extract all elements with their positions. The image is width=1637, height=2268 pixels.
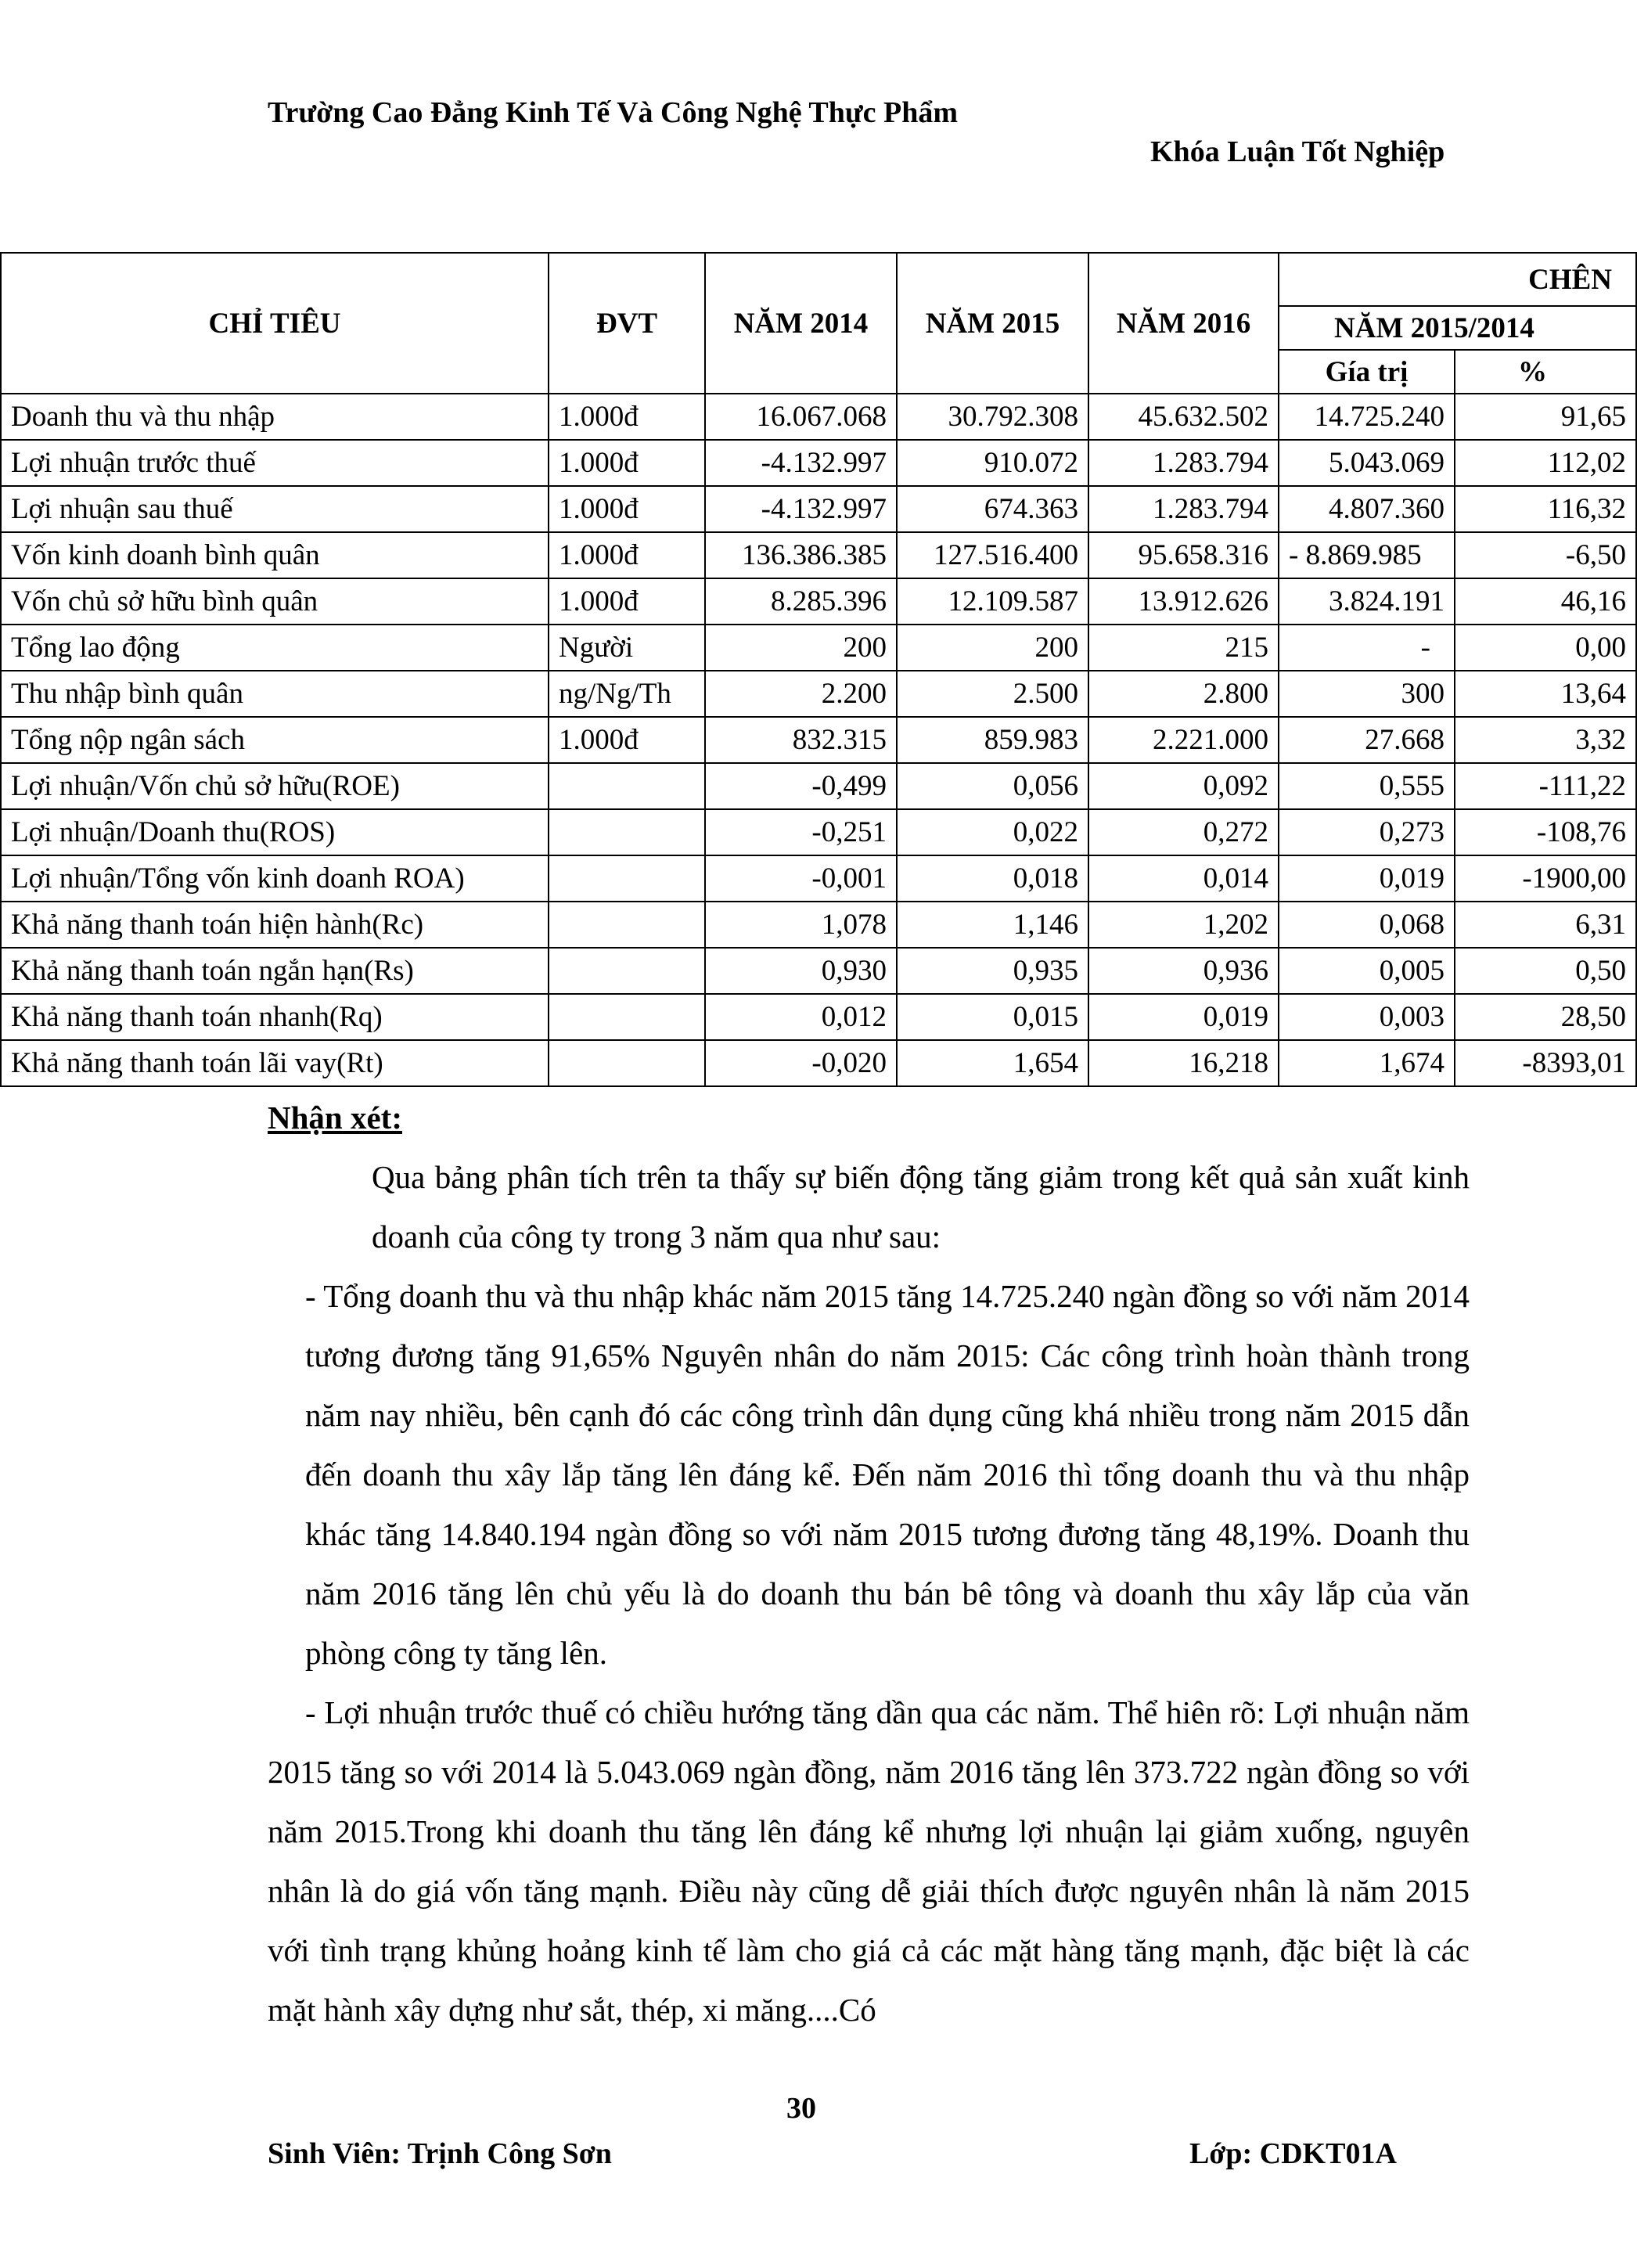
cell-year-2016: 13.912.626 xyxy=(1088,578,1279,625)
cell-year-2014: 136.386.385 xyxy=(705,532,897,578)
table-row xyxy=(1,717,1636,763)
header-year-2014: NĂM 2014 xyxy=(705,253,897,394)
table-row xyxy=(1,578,1636,625)
cell-unit: 1.000đ xyxy=(549,717,705,763)
cell-difference-percent: 6,31 xyxy=(1455,902,1636,948)
cell-difference-percent: -108,76 xyxy=(1455,809,1636,855)
cell-difference-percent: 0,00 xyxy=(1455,625,1636,671)
cell-difference-percent: 13,64 xyxy=(1455,671,1636,717)
cell-difference-value: 5.043.069 xyxy=(1279,440,1455,486)
financial-indicators-table xyxy=(0,252,1637,1087)
cell-difference-value: 0,273 xyxy=(1279,809,1455,855)
cell-difference-value: - 8.869.985 xyxy=(1279,532,1455,578)
header-difference-group: CHÊN xyxy=(1279,253,1636,306)
cell-year-2014: -4.132.997 xyxy=(705,440,897,486)
cell-year-2016: 2.800 xyxy=(1088,671,1279,717)
cell-unit: 1.000đ xyxy=(549,394,705,440)
cell-unit: 1.000đ xyxy=(549,532,705,578)
cell-year-2014: 200 xyxy=(705,625,897,671)
cell-criteria: Vốn chủ sở hữu bình quân xyxy=(1,578,549,625)
cell-difference-percent: 28,50 xyxy=(1455,994,1636,1040)
cell-year-2014: 0,012 xyxy=(705,994,897,1040)
cell-difference-value: 3.824.191 xyxy=(1279,578,1455,625)
cell-unit xyxy=(549,1040,705,1086)
comments-paragraph-profit: - Lợi nhuận trước thuế có chiều hướng tăng dần qua các năm. Thể hiên rõ: Lợi nhuận năm 2015 tăng so với 2014 là 5.043.069 ngàn đồng, năm 2016 tăng lên 373.722 ngàn đồng so với năm 2015.Trong khi doanh thu tăng lên đáng kể nhưng lợi nhuận lại giảm xuống, nguyên nhân là do giá vốn tăng mạnh. Điều này cũng dễ giải thích được nguyên nhân là năm 2015 với tình trạng khủng hoảng kinh tế làm cho giá cả các mặt hàng tăng mạnh, đặc biệt là các mặt hành xây dựng như sắt, thép, xi măng....Có xyxy=(268,1694,1470,2028)
cell-year-2015: 1,654 xyxy=(897,1040,1088,1086)
cell-year-2015: 1,146 xyxy=(897,902,1088,948)
table-row xyxy=(1,948,1636,994)
cell-difference-percent: 3,32 xyxy=(1455,717,1636,763)
cell-difference-value: 0,003 xyxy=(1279,994,1455,1040)
cell-year-2016: 2.221.000 xyxy=(1088,717,1279,763)
cell-difference-value: 0,555 xyxy=(1279,763,1455,809)
cell-year-2014: 0,930 xyxy=(705,948,897,994)
cell-year-2016: 215 xyxy=(1088,625,1279,671)
cell-difference-value: 14.725.240 xyxy=(1279,394,1455,440)
cell-year-2016: 45.632.502 xyxy=(1088,394,1279,440)
page-number: 30 xyxy=(786,2092,816,2125)
header-difference-period: NĂM 2015/2014 xyxy=(1279,306,1636,350)
class-code: Lớp: CDKT01A xyxy=(1189,2137,1397,2170)
table-row xyxy=(1,440,1636,486)
cell-year-2016: 0,092 xyxy=(1088,763,1279,809)
comments-intro: Qua bảng phân tích trên ta thấy sự biến động tăng giảm trong kết quả sản xuất kinh doanh của công ty trong 3 năm qua như sau: xyxy=(372,1159,1470,1255)
cell-difference-value: 27.668 xyxy=(1279,717,1455,763)
cell-year-2014: 2.200 xyxy=(705,671,897,717)
cell-year-2014: 1,078 xyxy=(705,902,897,948)
cell-year-2016: 0,272 xyxy=(1088,809,1279,855)
cell-year-2015: 12.109.587 xyxy=(897,578,1088,625)
cell-year-2016: 1,202 xyxy=(1088,902,1279,948)
cell-difference-value: - xyxy=(1279,625,1455,671)
comments-paragraph-revenue: - Tổng doanh thu và thu nhập khác năm 2015 tăng 14.725.240 ngàn đồng so với năm 2014 tương đương tăng 91,65% Nguyên nhân do năm 2015: Các công trình hoàn thành trong năm nay nhiều, bên cạnh đó các công trình dân dụng cũng khá nhiều trong năm 2015 dẫn đến doanh thu xây lắp tăng lên đáng kể. Đến năm 2016 thì tổng doanh thu và thu nhập khác tăng 14.840.194 ngàn đồng so với năm 2015 tương đương tăng 48,19%. Doanh thu năm 2016 tăng lên chủ yếu là do doanh thu bán bê tông và doanh thu xây lắp của văn phòng công ty tăng lên. xyxy=(305,1278,1470,1671)
cell-difference-percent: 46,16 xyxy=(1455,578,1636,625)
school-name: Trường Cao Đẳng Kinh Tế Và Công Nghệ Thực Phẩm xyxy=(268,96,959,129)
cell-unit: ng/Ng/Th xyxy=(549,671,705,717)
cell-difference-percent: 91,65 xyxy=(1455,394,1636,440)
cell-difference-value: 1,674 xyxy=(1279,1040,1455,1086)
cell-criteria: Lợi nhuận/Vốn chủ sở hữu(ROE) xyxy=(1,763,549,809)
cell-year-2014: -4.132.997 xyxy=(705,486,897,532)
cell-year-2015: 859.983 xyxy=(897,717,1088,763)
cell-year-2015: 2.500 xyxy=(897,671,1088,717)
cell-year-2015: 0,056 xyxy=(897,763,1088,809)
cell-unit: Người xyxy=(549,625,705,671)
cell-year-2015: 30.792.308 xyxy=(897,394,1088,440)
header-difference-percent: % xyxy=(1455,350,1636,394)
document-type: Khóa Luận Tốt Nghiệp xyxy=(1150,135,1445,168)
cell-year-2016: 0,014 xyxy=(1088,855,1279,902)
table-row xyxy=(1,902,1636,948)
cell-year-2016: 1.283.794 xyxy=(1088,486,1279,532)
header-year-2016: NĂM 2016 xyxy=(1088,253,1279,394)
table-row xyxy=(1,394,1636,440)
cell-unit xyxy=(549,902,705,948)
cell-difference-percent: -6,50 xyxy=(1455,532,1636,578)
cell-difference-percent: 112,02 xyxy=(1455,440,1636,486)
cell-year-2015: 0,015 xyxy=(897,994,1088,1040)
cell-difference-value: 0,068 xyxy=(1279,902,1455,948)
cell-unit xyxy=(549,994,705,1040)
cell-year-2016: 0,936 xyxy=(1088,948,1279,994)
cell-criteria: Vốn kinh doanh bình quân xyxy=(1,532,549,578)
cell-criteria: Doanh thu và thu nhập xyxy=(1,394,549,440)
cell-difference-percent: -1900,00 xyxy=(1455,855,1636,902)
cell-criteria: Khả năng thanh toán ngắn hạn(Rs) xyxy=(1,948,549,994)
cell-year-2016: 1.283.794 xyxy=(1088,440,1279,486)
cell-year-2015: 0,022 xyxy=(897,809,1088,855)
cell-criteria: Lợi nhuận sau thuế xyxy=(1,486,549,532)
table-body xyxy=(1,394,1636,1086)
table-row xyxy=(1,532,1636,578)
table-row xyxy=(1,1040,1636,1086)
cell-difference-percent: -8393,01 xyxy=(1455,1040,1636,1086)
cell-unit xyxy=(549,855,705,902)
cell-criteria: Khả năng thanh toán hiện hành(Rc) xyxy=(1,902,549,948)
table-row xyxy=(1,625,1636,671)
header-difference-value: Gía trị xyxy=(1279,350,1455,394)
cell-unit: 1.000đ xyxy=(549,440,705,486)
cell-year-2016: 16,218 xyxy=(1088,1040,1279,1086)
cell-criteria: Lợi nhuận/Tổng vốn kinh doanh ROA) xyxy=(1,855,549,902)
cell-year-2015: 0,018 xyxy=(897,855,1088,902)
cell-unit xyxy=(549,809,705,855)
cell-difference-value: 0,005 xyxy=(1279,948,1455,994)
cell-year-2014: 832.315 xyxy=(705,717,897,763)
cell-unit xyxy=(549,948,705,994)
cell-difference-percent: -111,22 xyxy=(1455,763,1636,809)
cell-criteria: Thu nhập bình quân xyxy=(1,671,549,717)
header-unit: ĐVT xyxy=(549,253,705,394)
cell-difference-value: 4.807.360 xyxy=(1279,486,1455,532)
comments-title: Nhận xét: xyxy=(268,1100,402,1136)
cell-criteria: Khả năng thanh toán nhanh(Rq) xyxy=(1,994,549,1040)
cell-difference-value: 300 xyxy=(1279,671,1455,717)
cell-year-2014: -0,251 xyxy=(705,809,897,855)
comments-section xyxy=(268,1088,1470,2039)
table-row xyxy=(1,671,1636,717)
cell-year-2015: 910.072 xyxy=(897,440,1088,486)
cell-year-2016: 0,019 xyxy=(1088,994,1279,1040)
header-criteria: CHỈ TIÊU xyxy=(1,253,549,394)
table-row xyxy=(1,994,1636,1040)
table-row xyxy=(1,809,1636,855)
cell-criteria: Khả năng thanh toán lãi vay(Rt) xyxy=(1,1040,549,1086)
cell-year-2015: 127.516.400 xyxy=(897,532,1088,578)
student-name: Sinh Viên: Trịnh Công Sơn xyxy=(268,2137,612,2170)
cell-unit: 1.000đ xyxy=(549,578,705,625)
cell-year-2015: 674.363 xyxy=(897,486,1088,532)
cell-year-2014: -0,499 xyxy=(705,763,897,809)
cell-unit: 1.000đ xyxy=(549,486,705,532)
cell-difference-value: 0,019 xyxy=(1279,855,1455,902)
table-row xyxy=(1,855,1636,902)
cell-criteria: Tổng lao động xyxy=(1,625,549,671)
table-container xyxy=(0,252,1626,1079)
cell-year-2016: 95.658.316 xyxy=(1088,532,1279,578)
header-year-2015: NĂM 2015 xyxy=(897,253,1088,394)
cell-criteria: Tổng nộp ngân sách xyxy=(1,717,549,763)
cell-year-2014: -0,001 xyxy=(705,855,897,902)
cell-difference-percent: 0,50 xyxy=(1455,948,1636,994)
cell-difference-percent: 116,32 xyxy=(1455,486,1636,532)
cell-year-2015: 200 xyxy=(897,625,1088,671)
cell-year-2015: 0,935 xyxy=(897,948,1088,994)
cell-unit xyxy=(549,763,705,809)
cell-criteria: Lợi nhuận trước thuế xyxy=(1,440,549,486)
cell-year-2014: -0,020 xyxy=(705,1040,897,1086)
table-row xyxy=(1,486,1636,532)
cell-year-2014: 8.285.396 xyxy=(705,578,897,625)
cell-criteria: Lợi nhuận/Doanh thu(ROS) xyxy=(1,809,549,855)
table-row xyxy=(1,763,1636,809)
cell-year-2014: 16.067.068 xyxy=(705,394,897,440)
